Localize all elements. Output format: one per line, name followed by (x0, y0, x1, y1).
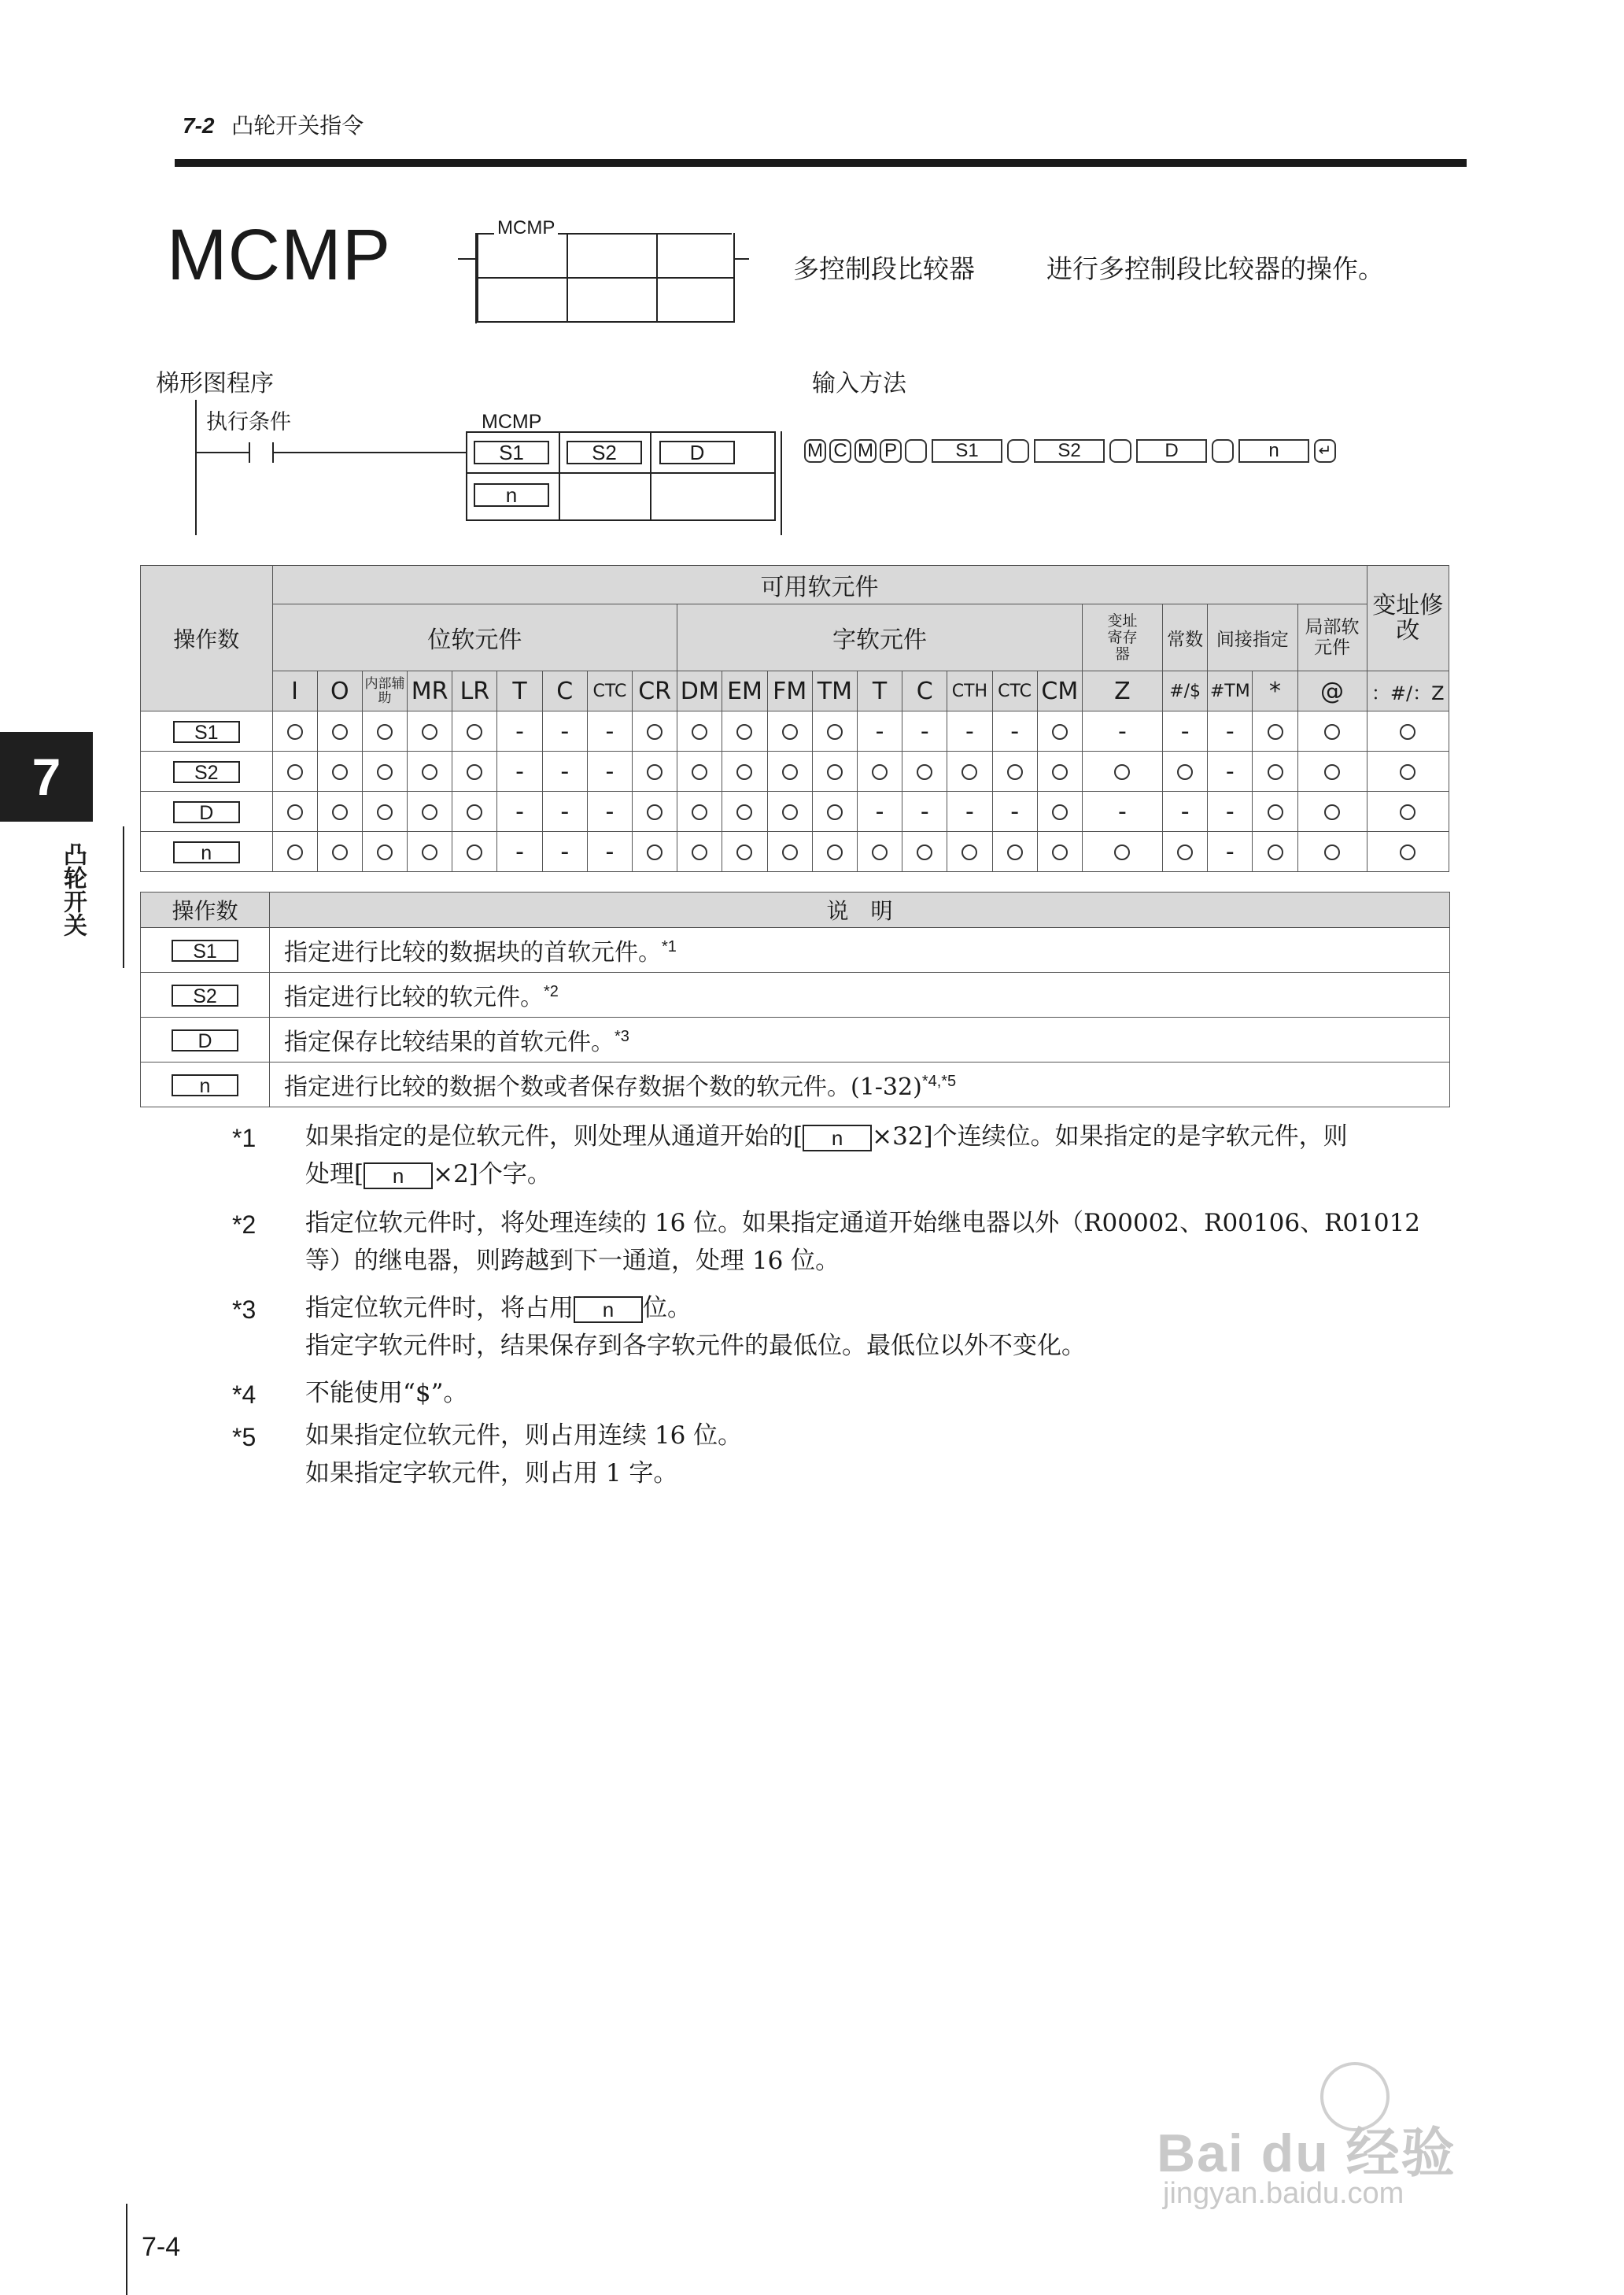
description-table (140, 892, 1450, 1107)
instruction-symbol (458, 217, 773, 324)
device-row-operand (141, 832, 273, 872)
available-circle-icon (767, 752, 812, 792)
device-column-header: MR (408, 671, 452, 711)
operand-box: D (173, 801, 240, 823)
chapter-number: 7 (31, 748, 61, 806)
enter-key-icon: ↵ (1314, 439, 1336, 463)
circle-icon (1324, 844, 1340, 860)
key-n: n (1238, 439, 1309, 463)
circle-icon (287, 764, 303, 780)
unavailable-dash: - (902, 792, 947, 832)
circle-icon (1007, 764, 1023, 780)
circle-icon (1114, 844, 1130, 860)
chapter-label: 凸轮开关 (59, 842, 87, 937)
key-s2: S2 (1034, 439, 1105, 463)
unavailable-dash: - (497, 832, 542, 872)
operand-box: S1 (173, 721, 240, 743)
space-key-icon (1212, 439, 1234, 463)
available-circle-icon (362, 711, 407, 752)
available-circle-icon (408, 832, 452, 872)
device-column-header: T (857, 671, 902, 711)
available-circle-icon (1297, 792, 1367, 832)
circle-icon (332, 804, 348, 820)
circle-icon (467, 764, 482, 780)
circle-icon (1268, 804, 1283, 820)
footer-rule (126, 2204, 127, 2295)
circle-icon (377, 844, 393, 860)
device-column-header: #TM (1208, 671, 1253, 711)
device-column-header: CM (1037, 671, 1082, 711)
available-circle-icon (272, 711, 317, 752)
unavailable-dash: - (1208, 711, 1253, 752)
key-m2: M (854, 439, 877, 463)
available-circle-icon (1253, 792, 1297, 832)
local-device-header: 局部软元件 (1297, 604, 1367, 671)
available-devices-header: 可用软元件 (272, 566, 1367, 604)
description-text: 指定进行比较的数据个数或者保存数据个数的软元件。(1-32) (284, 1074, 922, 1101)
available-circle-icon (1367, 792, 1449, 832)
circle-icon (422, 804, 437, 820)
key-s1: S1 (932, 439, 1002, 463)
key-d: D (1136, 439, 1207, 463)
ladder-diagram (189, 400, 787, 541)
available-circle-icon (1253, 711, 1297, 752)
available-circle-icon (272, 792, 317, 832)
available-circle-icon (317, 711, 362, 752)
device-column-header: EM (722, 671, 767, 711)
available-circle-icon (857, 752, 902, 792)
baidu-watermark (1157, 2062, 1550, 2212)
circle-icon (782, 804, 798, 820)
section-title: 凸轮开关指令 (231, 113, 364, 139)
device-column-header: @ (1297, 671, 1367, 711)
circle-icon (1400, 844, 1415, 860)
available-circle-icon (812, 792, 857, 832)
note-mark-1: *1 (232, 1124, 257, 1152)
available-circle-icon (452, 832, 497, 872)
circle-icon (332, 844, 348, 860)
available-circle-icon (992, 752, 1037, 792)
circle-icon (1052, 724, 1068, 740)
circle-icon (1052, 764, 1068, 780)
available-circle-icon (1367, 832, 1449, 872)
circle-icon (1114, 764, 1130, 780)
circle-icon (872, 764, 888, 780)
available-circle-icon (1163, 832, 1208, 872)
circle-icon (1007, 844, 1023, 860)
available-circle-icon (812, 832, 857, 872)
index-mod-header: 变址修改 (1367, 566, 1449, 671)
operand-box: S2 (173, 761, 240, 783)
available-circle-icon (317, 832, 362, 872)
circle-icon (692, 764, 707, 780)
available-circle-icon (317, 752, 362, 792)
unavailable-dash: - (587, 711, 632, 752)
operand-box: D (172, 1029, 238, 1051)
available-circle-icon (677, 832, 722, 872)
unavailable-dash: - (947, 711, 992, 752)
description-text: 指定进行比较的软元件。 (284, 984, 544, 1011)
device-column-headers (141, 671, 1449, 711)
unavailable-dash: - (542, 792, 587, 832)
circle-icon (332, 764, 348, 780)
circle-icon (1177, 764, 1193, 780)
unavailable-dash: - (857, 792, 902, 832)
description-row (141, 973, 1450, 1018)
operand-box: S1 (172, 940, 238, 962)
device-column-header: CR (633, 671, 677, 711)
footnote-ref: *4,*5 (921, 1073, 957, 1090)
available-circle-icon (362, 752, 407, 792)
available-circle-icon (408, 752, 452, 792)
available-circle-icon (1253, 832, 1297, 872)
page-number: 7-4 (142, 2232, 181, 2262)
desc-operand-header: 操作数 (141, 893, 270, 928)
ladder-operand-s2: S2 (567, 441, 642, 464)
note-mark-2: *2 (232, 1210, 257, 1239)
unavailable-dash: - (497, 752, 542, 792)
description-row (141, 1062, 1450, 1107)
space-key-icon (905, 439, 927, 463)
available-circle-icon (947, 752, 992, 792)
unavailable-dash: - (1163, 792, 1208, 832)
desc-header: 说 明 (270, 893, 1450, 928)
constant-header: 常数 (1163, 604, 1208, 671)
circle-icon (736, 764, 752, 780)
unavailable-dash: - (992, 711, 1037, 752)
unavailable-dash: - (947, 792, 992, 832)
footnote-ref: *2 (544, 983, 559, 1000)
available-circle-icon (947, 832, 992, 872)
device-row (141, 752, 1449, 792)
circle-icon (917, 844, 932, 860)
unavailable-dash: - (542, 752, 587, 792)
watermark-url: jingyan.baidu.com (1163, 2177, 1404, 2210)
ladder-operand-n: n (474, 483, 549, 507)
available-circle-icon (1297, 832, 1367, 872)
note-mark-3: *3 (232, 1295, 257, 1324)
available-circle-icon (272, 752, 317, 792)
circle-icon (1400, 764, 1415, 780)
device-row (141, 711, 1449, 752)
available-circle-icon (722, 711, 767, 752)
circle-icon (377, 724, 393, 740)
unavailable-dash: - (1163, 711, 1208, 752)
circle-icon (1052, 804, 1068, 820)
available-circle-icon (767, 832, 812, 872)
device-column-header: DM (677, 671, 722, 711)
unavailable-dash: - (992, 792, 1037, 832)
circle-icon (1400, 804, 1415, 820)
circle-icon (1400, 724, 1415, 740)
unavailable-dash: - (587, 752, 632, 792)
available-circle-icon (408, 711, 452, 752)
chapter-tab (0, 732, 93, 822)
circle-icon (692, 844, 707, 860)
circle-icon (736, 804, 752, 820)
circle-icon (1324, 804, 1340, 820)
device-column-header: ：#/：Z (1367, 671, 1449, 711)
device-column-header: O (317, 671, 362, 711)
ladder-block-label: MCMP (482, 411, 542, 433)
note-3: 指定位软元件时，将占用 n 位。 指定字软元件时，结果保存到各字软元件的最低位。最低位以外不变化。 (305, 1294, 1086, 1360)
available-circle-icon (902, 832, 947, 872)
circle-icon (422, 844, 437, 860)
circle-icon (647, 844, 663, 860)
available-circle-icon (317, 792, 362, 832)
circle-icon (422, 724, 437, 740)
available-circle-icon (677, 711, 722, 752)
device-column-header: CTH (947, 671, 992, 711)
description-row (141, 928, 1450, 973)
available-circle-icon (767, 711, 812, 752)
device-column-header: * (1253, 671, 1297, 711)
unavailable-dash: - (1082, 711, 1162, 752)
note-5: 如果指定位软元件，则占用连续 16 位。 如果指定字软元件，则占用 1 字。 (305, 1421, 743, 1488)
note-mark-4: *4 (232, 1380, 257, 1409)
circle-icon (647, 764, 663, 780)
input-keys (803, 438, 1369, 466)
key-p: P (880, 439, 902, 463)
available-circle-icon (1163, 752, 1208, 792)
device-column-header: LR (452, 671, 497, 711)
circle-icon (782, 764, 798, 780)
available-circle-icon (452, 792, 497, 832)
circle-icon (287, 724, 303, 740)
operand-box: n (172, 1074, 238, 1096)
device-row (141, 832, 1449, 872)
note-2: 指定位软元件时，将处理连续的 16 位。如果指定通道开始继电器以外（R00002、R00106、R01012 等）的继电器，则跨越到下一通道，处理 16 位。 (305, 1209, 1421, 1275)
input-method-title: 输入方法 (812, 370, 906, 397)
instruction-summary: 进行多控制段比较器的操作。 (1046, 253, 1384, 284)
note-mark-5: *5 (232, 1423, 257, 1451)
available-circle-icon (812, 752, 857, 792)
device-column-header: FM (767, 671, 812, 711)
index-register-header: 变址寄存器 (1082, 604, 1162, 671)
ladder-operand-s1: S1 (474, 441, 549, 464)
device-column-header: 内部辅助 (362, 671, 407, 711)
description-text: 指定进行比较的数据块的首软元件。 (284, 939, 662, 966)
key-m: M (804, 439, 826, 463)
header-rule (175, 159, 1467, 167)
section-number: 7-2 (183, 113, 215, 138)
unavailable-dash: - (542, 711, 587, 752)
space-key-icon (1007, 439, 1029, 463)
unavailable-dash: - (497, 711, 542, 752)
circle-icon (332, 724, 348, 740)
available-circle-icon (1297, 752, 1367, 792)
available-circle-icon (677, 752, 722, 792)
available-circle-icon (1082, 752, 1162, 792)
description-text: 指定保存比较结果的首软元件。 (284, 1029, 615, 1056)
circle-icon (917, 764, 932, 780)
circle-icon (1177, 844, 1193, 860)
available-circle-icon (633, 752, 677, 792)
section-header (183, 109, 364, 140)
available-circle-icon (722, 832, 767, 872)
available-circle-icon (408, 792, 452, 832)
circle-icon (647, 724, 663, 740)
note-1: 如果指定的是位软元件，则处理从通道开始的[ n ×32]个连续位。如果指定的是字软元件，则 处理[ n ×2]个字。 (305, 1122, 1348, 1188)
available-circle-icon (722, 792, 767, 832)
available-circle-icon (992, 832, 1037, 872)
circle-icon (827, 844, 843, 860)
circle-icon (1324, 724, 1340, 740)
operand-header: 操作数 (141, 566, 273, 711)
circle-icon (467, 844, 482, 860)
device-table (140, 565, 1449, 872)
note-4: 不能使用“$”。 (305, 1379, 468, 1407)
device-row-operand (141, 792, 273, 832)
circle-icon (1268, 844, 1283, 860)
device-row-operand (141, 711, 273, 752)
available-circle-icon (857, 832, 902, 872)
circle-icon (782, 844, 798, 860)
circle-icon (827, 764, 843, 780)
available-circle-icon (767, 792, 812, 832)
circle-icon (692, 724, 707, 740)
unavailable-dash: - (497, 792, 542, 832)
available-circle-icon (722, 752, 767, 792)
available-circle-icon (1297, 711, 1367, 752)
execution-condition: 执行条件 (206, 410, 291, 434)
circle-icon (736, 844, 752, 860)
ladder-operand-d: D (659, 441, 735, 464)
available-circle-icon (362, 832, 407, 872)
unavailable-dash: - (587, 832, 632, 872)
circle-icon (467, 724, 482, 740)
circle-icon (647, 804, 663, 820)
circle-icon (1268, 764, 1283, 780)
available-circle-icon (812, 711, 857, 752)
circle-icon (467, 804, 482, 820)
available-circle-icon (633, 792, 677, 832)
circle-icon (961, 764, 977, 780)
circle-icon (287, 844, 303, 860)
indirect-header: 间接指定 (1208, 604, 1297, 671)
side-rule (123, 826, 124, 968)
circle-icon (1324, 764, 1340, 780)
unavailable-dash: - (1208, 832, 1253, 872)
device-column-header: CTC (992, 671, 1037, 711)
available-circle-icon (452, 752, 497, 792)
description-row (141, 1018, 1450, 1062)
instruction-name: 多控制段比较器 (793, 253, 975, 284)
circle-icon (827, 804, 843, 820)
device-column-header: CTC (587, 671, 632, 711)
available-circle-icon (633, 832, 677, 872)
circle-icon (422, 764, 437, 780)
contact-icon (249, 442, 274, 463)
key-c: C (829, 439, 851, 463)
unavailable-dash: - (857, 711, 902, 752)
available-circle-icon (1037, 752, 1082, 792)
symbol-label: MCMP (494, 217, 558, 239)
circle-icon (1052, 844, 1068, 860)
available-circle-icon (1367, 711, 1449, 752)
available-circle-icon (1367, 752, 1449, 792)
available-circle-icon (1037, 792, 1082, 832)
circle-icon (377, 764, 393, 780)
circle-icon (287, 804, 303, 820)
operand-box: S2 (172, 985, 238, 1007)
footnote-ref: *3 (615, 1028, 629, 1045)
device-row (141, 792, 1449, 832)
circle-icon (961, 844, 977, 860)
circle-icon (872, 844, 888, 860)
device-column-header: TM (812, 671, 857, 711)
available-circle-icon (362, 792, 407, 832)
device-column-header: C (902, 671, 947, 711)
circle-icon (736, 724, 752, 740)
unavailable-dash: - (542, 832, 587, 872)
circle-icon (1268, 724, 1283, 740)
available-circle-icon (1253, 752, 1297, 792)
unavailable-dash: - (1208, 752, 1253, 792)
circle-icon (692, 804, 707, 820)
instruction-mnemonic: MCMP (167, 215, 392, 295)
circle-icon (782, 724, 798, 740)
unavailable-dash: - (1082, 792, 1162, 832)
space-key-icon (1109, 439, 1131, 463)
available-circle-icon (633, 711, 677, 752)
watermark-logo: Bai du 经验 (1157, 2123, 1456, 2183)
device-column-header: C (542, 671, 587, 711)
device-column-header: T (497, 671, 542, 711)
footnote-ref: *1 (662, 938, 677, 955)
device-column-header: Z (1082, 671, 1162, 711)
device-row-operand (141, 752, 273, 792)
available-circle-icon (1037, 832, 1082, 872)
unavailable-dash: - (1208, 792, 1253, 832)
unavailable-dash: - (902, 711, 947, 752)
operand-box: n (173, 841, 240, 863)
available-circle-icon (272, 832, 317, 872)
available-circle-icon (902, 752, 947, 792)
available-circle-icon (1082, 832, 1162, 872)
word-devices-header: 字软元件 (677, 604, 1083, 671)
available-circle-icon (452, 711, 497, 752)
circle-icon (827, 724, 843, 740)
circle-icon (377, 804, 393, 820)
ladder-title: 梯形图程序 (156, 370, 274, 397)
device-column-header: I (272, 671, 317, 711)
available-circle-icon (1037, 711, 1082, 752)
device-column-header: #/$ (1163, 671, 1208, 711)
bit-devices-header: 位软元件 (272, 604, 677, 671)
unavailable-dash: - (587, 792, 632, 832)
available-circle-icon (677, 792, 722, 832)
